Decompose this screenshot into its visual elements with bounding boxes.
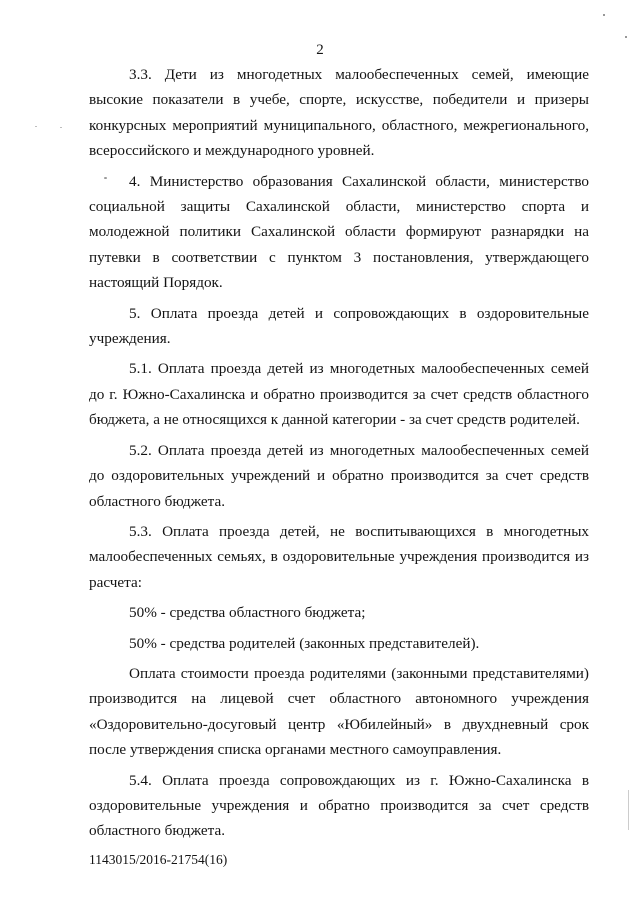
paragraph-5-4: 5.4. Оплата проезда сопровождающих из г. Южно-Сахалинска в оздоровительные учреждения и обратно производится за счет средств областного бюджета. — [89, 771, 589, 840]
paragraph-5: 5. Оплата проезда детей и сопровождающих в оздоровительные учреждения. — [89, 304, 589, 348]
scan-artifact — [60, 127, 62, 128]
paragraph-5-2: 5.2. Оплата проезда детей из многодетных малообеспеченных семей до оздоровительных учреждений и обратно производится за счет средств областного бюджета. — [89, 441, 589, 510]
paragraph-4: 4. Министерство образования Сахалинской области, министерство социальной защиты Сахалинской области, министерство спорта и молодежной политики Сахалинской области формируют разнарядки на путевки в соответствии с пунктом 3 постановления, утверждающего настоящий Порядок. — [89, 172, 589, 292]
paragraph-5-3-budget-share: 50% - средства областного бюджета; — [129, 604, 366, 622]
scan-artifact — [35, 126, 37, 127]
paragraph-5-1: 5.1. Оплата проезда детей из многодетных малообеспеченных семей до г. Южно-Сахалинска и обратно производится за счет средств областного бюджета, а не относящихся к данной категории - за счет средств родителей. — [89, 360, 589, 429]
document-body — [89, 62, 589, 844]
paragraph-5-3-parents-share: 50% - средства родителей (законных представителей). — [129, 634, 480, 652]
scan-artifact — [603, 14, 605, 16]
paragraph-5-3: 5.3. Оплата проезда детей, не воспитывающихся в многодетных малообеспеченных семьях, в оздоровительные учреждения производится из расчета: — [89, 522, 589, 591]
scan-artifact — [104, 177, 107, 179]
document-registration-code: 1143015/2016-21754(16) — [89, 852, 228, 867]
scan-artifact — [628, 790, 629, 830]
page-number: 2 — [316, 42, 324, 58]
scan-artifact — [625, 36, 627, 38]
paragraph-payment-procedure: Оплата стоимости проезда родителями (законными представителями) производится на лицевой счет областного автономного учреждения «Оздоровительно-досуговый центр «Юбилейный» в двухдневный срок после утверждения списка органами местного самоуправления. — [89, 664, 589, 759]
paragraph-3-3: 3.3. Дети из многодетных малообеспеченных семей, имеющие высокие показатели в учебе, спорте, искусстве, победители и призеры конкурсных мероприятий муниципального, областного, межрегионального, всероссийского и международного уровней. — [89, 66, 589, 160]
